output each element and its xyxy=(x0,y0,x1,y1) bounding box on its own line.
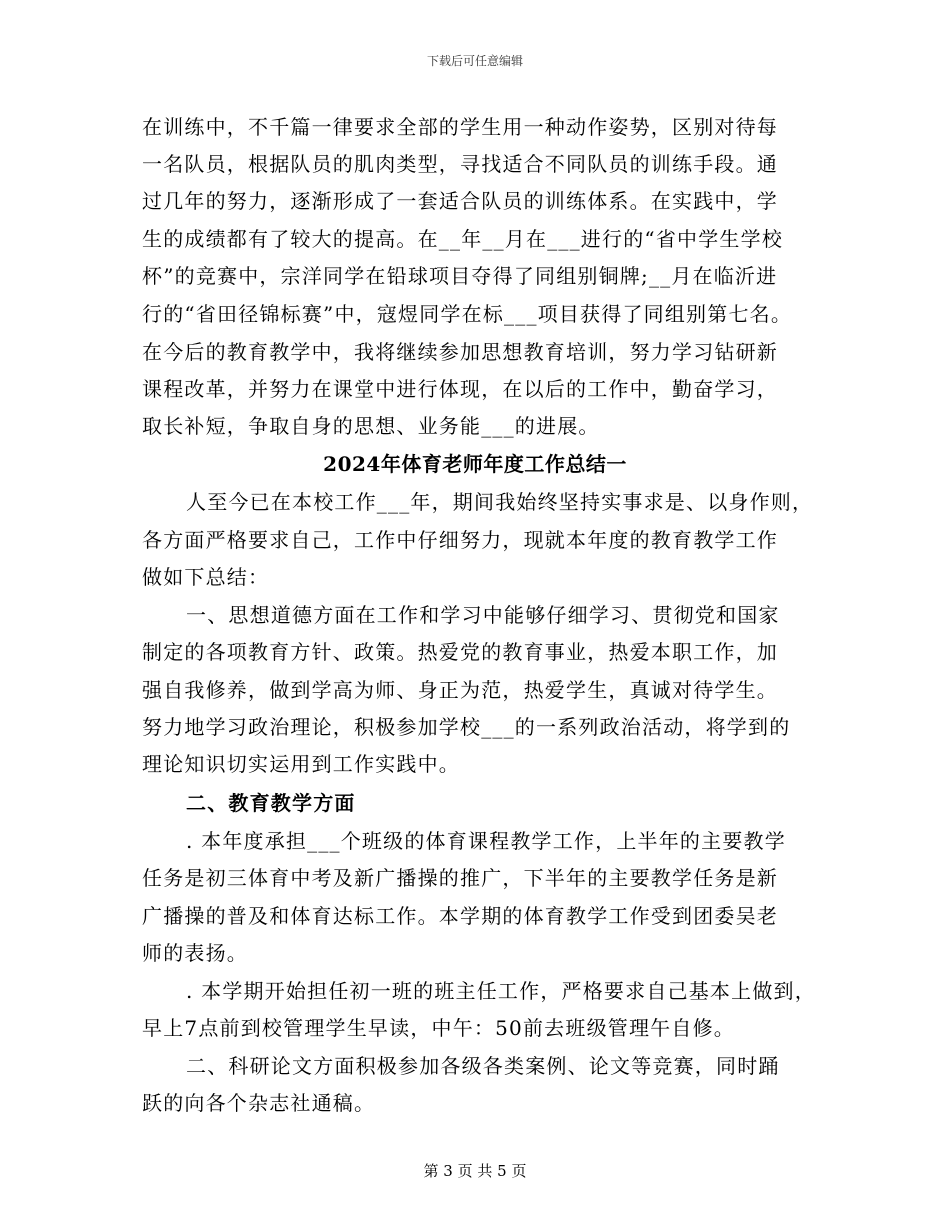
body-line: 行的“省田径锦标赛”中，寇煜同学在标___项目获得了同组别第七名。 xyxy=(142,302,793,326)
body-line: 取长补短，争取自身的思想、业务能___的进展。 xyxy=(142,414,600,438)
section-line: 任务是初三体育中考及新广播操的推广，下半年的主要教学任务是新 xyxy=(142,866,778,890)
body-line: 在今后的教育教学中，我将继续参加思想教育培训，努力学习钻研新 xyxy=(142,340,778,364)
body-line: 杯”的竞赛中，宗洋同学在铅球项目夺得了同组别铜牌;__月在临沂进 xyxy=(142,264,778,288)
section-title: 2024年体育老师年度工作总结一 xyxy=(323,452,627,476)
subsection-heading: 二、教育教学方面 xyxy=(186,791,356,815)
section-line: 人至今已在本校工作___年，期间我始终坚持实事求是、以身作则， xyxy=(186,490,814,514)
body-line: 一名队员，根据队员的肌肉类型，寻找适合不同队员的训练手段。通 xyxy=(142,152,778,176)
body-line: 过几年的努力，逐渐形成了一套适合队员的训练体系。在实践中，学 xyxy=(142,189,778,213)
section-line: 师的表扬。 xyxy=(142,941,248,965)
section-line: 早上7点前到校管理学生早读，中午：50前去班级管理午自修。 xyxy=(142,1016,735,1040)
section-line: 强自我修养，做到学高为师、身正为范，热爱学生，真诚对待学生。 xyxy=(142,678,778,702)
section-line: 各方面严格要求自己，工作中仔细努力，现就本年度的教育教学工作 xyxy=(142,528,778,552)
body-line: 生的成绩都有了较大的提高。在__年__月在___进行的“省中学生学校 xyxy=(142,227,784,251)
body-line: 课程改革，并努力在课堂中进行体现，在以后的工作中，勤奋学习， xyxy=(142,377,778,401)
section-line: 一、思想道德方面在工作和学习中能够仔细学习、贯彻党和国家 xyxy=(186,603,780,627)
body-line: 在训练中，不千篇一律要求全部的学生用一种动作姿势，区别对待每 xyxy=(142,115,778,139)
section-line: 努力地学习政治理论，积极参加学校___的一系列政治活动，将学到的 xyxy=(142,715,791,739)
section-line: . 本年度承担___个班级的体育课程教学工作，上半年的主要教学 xyxy=(186,829,786,853)
section-line: . 本学期开始担任初一班的班主任工作，严格要求自己基本上做到， xyxy=(186,979,816,1003)
page-header-note: 下载后可任意编辑 xyxy=(426,54,523,68)
section-line: 广播操的普及和体育达标工作。本学期的体育教学工作受到团委吴老 xyxy=(142,904,778,928)
section-line: 二、科研论文方面积极参加各级各类案例、论文等竞赛，同时踊 xyxy=(186,1054,780,1078)
section-line: 制定的各项教育方针、政策。热爱党的教育事业，热爱本职工作，加 xyxy=(142,640,778,664)
section-line: 跃的向各个杂志社通稿。 xyxy=(142,1091,376,1115)
section-line: 做如下总结： xyxy=(142,565,270,589)
section-line: 理论知识切实运用到工作实践中。 xyxy=(142,752,460,776)
page-number: 第 3 页 共 5 页 xyxy=(423,1162,527,1180)
